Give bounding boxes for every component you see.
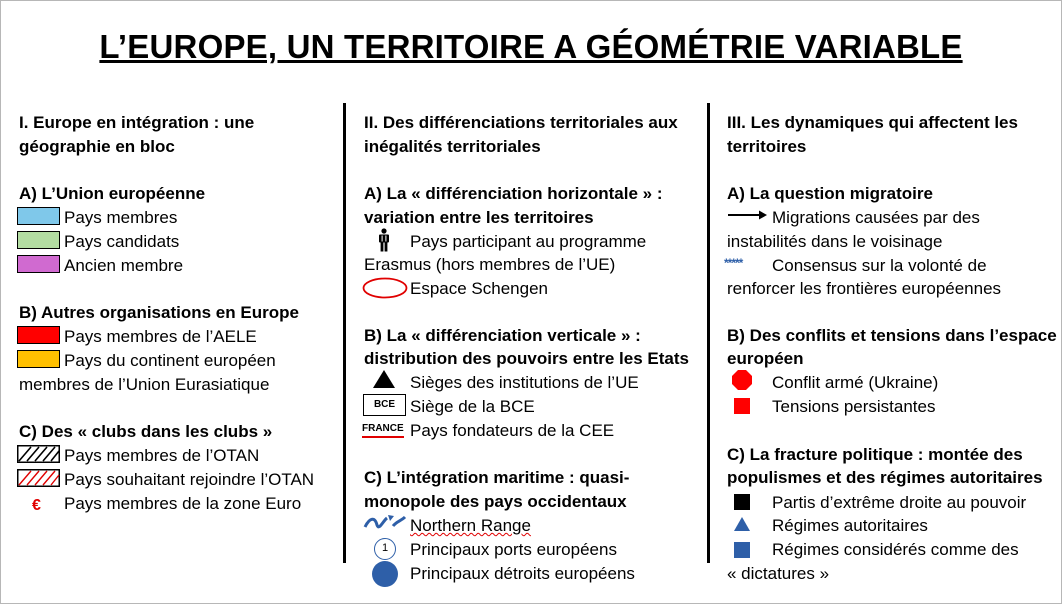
legend-label-institutions: Sièges des institutions de l’UE — [410, 373, 639, 392]
strait-circle-icon — [371, 560, 399, 588]
swatch-aele — [17, 326, 60, 344]
legend-label-pays-membres: Pays membres — [64, 208, 178, 227]
square-blue-icon — [734, 542, 750, 558]
legend-label-detroits: Principaux détroits européens — [410, 564, 635, 583]
euro-icon: € — [32, 497, 41, 514]
col2-heading-line1: II. Des différenciations territoriales aux — [364, 113, 678, 132]
col3-section-a-title: A) La question migratoire — [727, 184, 933, 203]
bce-box-icon: BCE — [363, 394, 406, 416]
legend-label-migrations-line1: Migrations causées par des — [772, 208, 980, 227]
hatch-red-icon — [17, 469, 60, 487]
triangle-black-icon — [372, 369, 396, 389]
swatch-union-eurasiatique — [17, 350, 60, 368]
arrow-right-icon — [728, 209, 768, 221]
col2-section-b-title-line2: distribution des pouvoirs entre les Etats — [364, 349, 689, 368]
legend-label-conflit: Conflit armé (Ukraine) — [772, 373, 939, 392]
northern-range-wave-icon — [363, 513, 407, 531]
legend-label-pays-candidats: Pays candidats — [64, 232, 180, 251]
legend-label-regimes-autoritaires: Régimes autoritaires — [772, 516, 928, 535]
col3-section-c-title-line1: C) La fracture politique : montée des — [727, 445, 1023, 464]
legend-label-ports: Principaux ports européens — [410, 540, 617, 559]
legend-label-eurasiatique-line2: membres de l’Union Eurasiatique — [19, 375, 270, 394]
column-divider-2 — [707, 103, 710, 563]
col2-section-c-title-line2: monopole des pays occidentaux — [364, 492, 627, 511]
legend-label-aele: Pays membres de l’AELE — [64, 327, 257, 346]
legend-label-ancien-membre: Ancien membre — [64, 256, 184, 275]
col2-section-a-title-line1: A) La « différenciation horizontale » : — [364, 184, 663, 203]
legend-label-otan: Pays membres de l’OTAN — [64, 446, 260, 465]
legend-label-eurasiatique-line1: Pays du continent européen — [64, 351, 276, 370]
square-red-icon — [734, 398, 750, 414]
schengen-ellipse-icon — [362, 277, 408, 299]
col2-section-a-title-line2: variation entre les territoires — [364, 208, 594, 227]
legend-label-rejoindre-otan: Pays souhaitant rejoindre l’OTAN — [64, 470, 315, 489]
legend-label-consensus-line1: Consensus sur la volonté de — [772, 256, 987, 275]
col1-heading-line1: I. Europe en intégration : une — [19, 113, 255, 132]
legend-label-zone-euro: Pays membres de la zone Euro — [64, 494, 302, 513]
legend-label-bce: Siège de la BCE — [410, 397, 535, 416]
legend-label-schengen: Espace Schengen — [410, 279, 548, 298]
legend-label-fondateurs: Pays fondateurs de la CEE — [410, 421, 615, 440]
legend-label-erasmus-line2: Erasmus (hors membres de l’UE) — [364, 255, 616, 274]
col3-section-b-title-line1: B) Des conflits et tensions dans l’espace — [727, 326, 1057, 345]
col1-section-b-title: B) Autres organisations en Europe — [19, 303, 299, 322]
legend-label-northern-range: Northern Range — [410, 516, 531, 535]
col2-section-c-title-line1: C) L’intégration maritime : quasi- — [364, 468, 630, 487]
col3-section-c-title-line2: populismes et des régimes autoritaires — [727, 468, 1043, 487]
col3-section-b-title-line2: européen — [727, 349, 804, 368]
swatch-pays-candidats — [17, 231, 60, 249]
triangle-blue-icon — [733, 516, 751, 532]
page-title: L’EUROPE, UN TERRITOIRE A GÉOMÉTRIE VARIABLE — [99, 28, 963, 65]
col2-section-b-title-line1: B) La « différenciation verticale » : — [364, 326, 641, 345]
person-icon — [378, 228, 390, 252]
legend-label-migrations-line2: instabilités dans le voisinage — [727, 232, 943, 251]
column-divider-1 — [343, 103, 346, 563]
hatch-black-icon — [17, 445, 60, 463]
swatch-ancien-membre — [17, 255, 60, 273]
col1-heading-line2: géographie en bloc — [19, 137, 175, 156]
col2-heading-line2: inégalités territoriales — [364, 137, 541, 156]
legend-label-dictatures-line2: « dictatures » — [727, 564, 830, 583]
legend-label-tensions: Tensions persistantes — [772, 397, 936, 416]
col3-heading-line1: III. Les dynamiques qui affectent les — [727, 113, 1018, 132]
legend-label-extreme-droite: Partis d’extrême droite au pouvoir — [772, 493, 1027, 512]
legend-label-consensus-line2: renforcer les frontières européennes — [727, 279, 1002, 298]
octagon-red-icon — [731, 369, 753, 391]
port-number-icon: 1 — [374, 538, 396, 560]
col3-heading-line2: territoires — [727, 137, 807, 156]
col1-section-a-title: A) L’Union européenne — [19, 184, 206, 203]
france-label-icon: FRANCE — [362, 422, 404, 438]
swatch-pays-membres — [17, 207, 60, 225]
square-black-icon — [734, 494, 750, 510]
stars-border-icon: ***** — [724, 256, 743, 270]
legend-label-dictatures-line1: Régimes considérés comme des — [772, 540, 1019, 559]
col1-section-c-title: C) Des « clubs dans les clubs » — [19, 422, 273, 441]
legend-label-erasmus-line1: Pays participant au programme — [410, 232, 647, 251]
